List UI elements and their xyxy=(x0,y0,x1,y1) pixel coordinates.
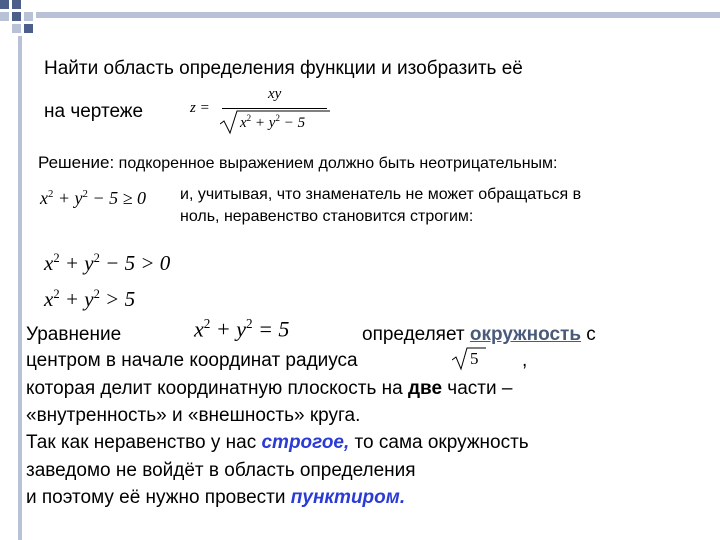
inequality-3: $x^2 + y^2 > 5$ xyxy=(44,287,136,311)
left-rule xyxy=(18,36,22,540)
deco-square xyxy=(12,12,21,21)
corner-decoration xyxy=(0,0,60,45)
para-line-4: «внутренность» и «внешность» круга. xyxy=(26,405,361,426)
para-line-1-end: определяет окружность с xyxy=(362,324,596,345)
formula-z: z = xyxy=(190,100,210,116)
inequality-2: $x^2 + y^2 - 5 > 0$ xyxy=(44,251,171,275)
top-rule xyxy=(36,12,720,18)
function-formula xyxy=(190,86,340,142)
dashed-emphasis: пунктиром. xyxy=(290,487,406,508)
para-line-5: Так как неравенство у нас строгое, то сама окружность xyxy=(26,432,529,453)
formula-denominator: $x^2 + y^2 - 5$ xyxy=(240,113,306,131)
para-line-1 xyxy=(26,324,121,346)
para-line-2: центром в начале координат радиуса xyxy=(26,350,358,371)
solution-text: подкоренное выражением должно быть неотрицательным: xyxy=(114,155,558,172)
deco-square xyxy=(24,24,33,33)
para-line-2-comma: , xyxy=(522,350,528,371)
deco-square xyxy=(0,12,9,21)
deco-square xyxy=(24,12,33,21)
formula-numerator: xy xyxy=(268,86,282,102)
title-line-2: на чертеже xyxy=(44,101,144,122)
title-line-1: Найти область определения функции и изобразить её xyxy=(44,58,523,79)
inequality-1: $x^2 + y^2 - 5 \ge 0$ xyxy=(40,188,146,208)
sqrt-five: 5 xyxy=(452,346,492,372)
circle-link[interactable]: окружность xyxy=(469,324,582,345)
para-line-7: и поэтому её нужно провести пунктиром. xyxy=(26,487,406,508)
deco-square xyxy=(0,0,9,9)
note-line-2: ноль, неравенство становится строгим: xyxy=(180,208,474,225)
solution-line xyxy=(38,153,558,173)
para-line-6: заведомо не войдёт в область определения xyxy=(26,460,416,481)
para-word-equation: Уравнение xyxy=(26,324,122,345)
deco-square xyxy=(12,0,21,9)
solution-label: Решение: xyxy=(38,153,115,172)
deco-square xyxy=(12,24,21,33)
para-line-3: которая делит координатную плоскость на две части – xyxy=(26,378,513,399)
note-line-1: и, учитывая, что знаменатель не может обращаться в xyxy=(180,186,582,203)
strict-emphasis: строгое, xyxy=(261,432,350,453)
circle-equation: $x^2 + y^2 = 5$ xyxy=(194,316,290,342)
